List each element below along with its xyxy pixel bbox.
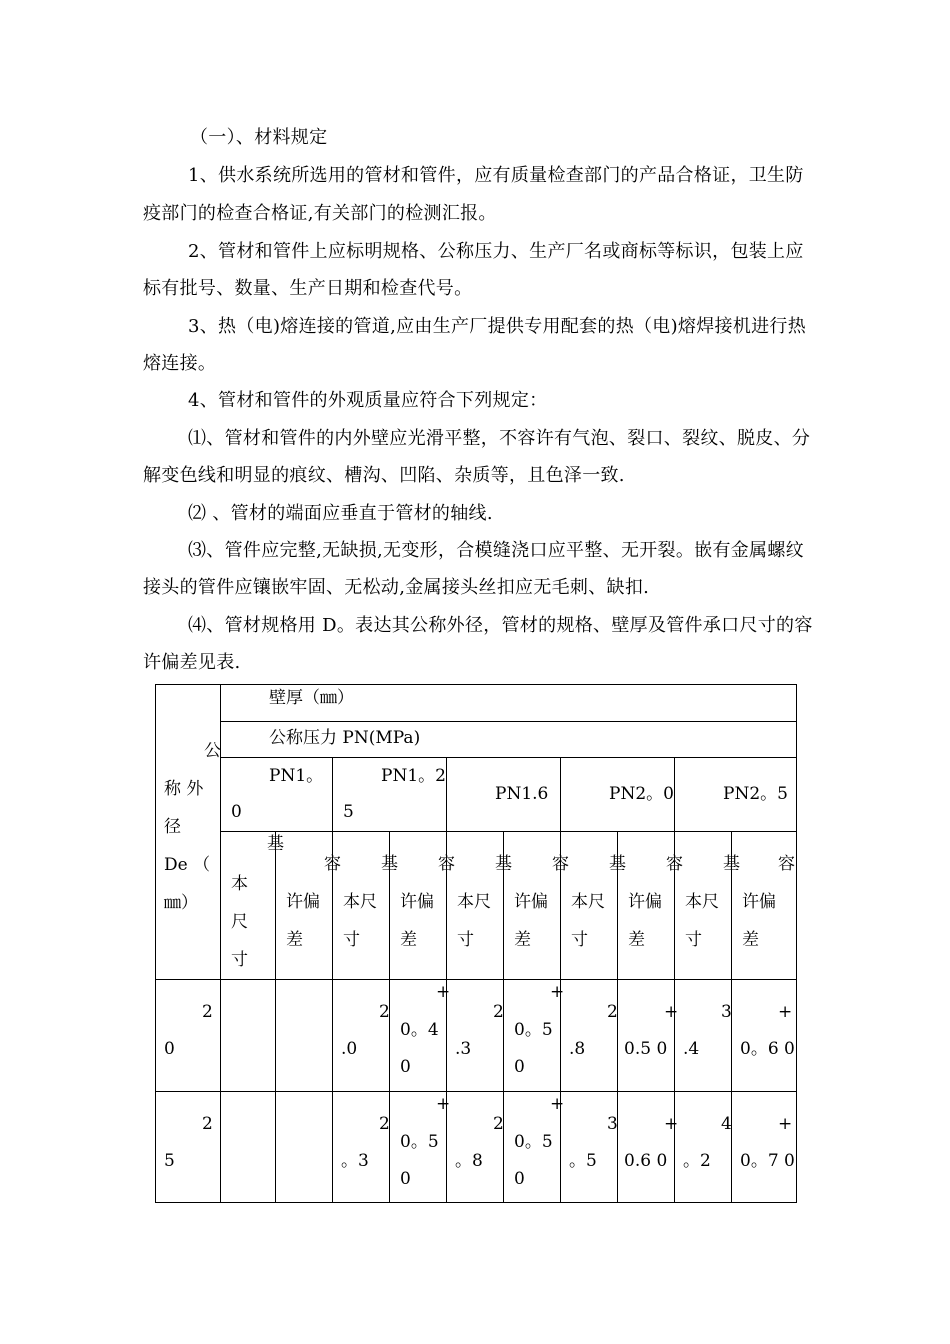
para-3-line-1: 3、热（电)熔连接的管道,应由生产厂提供专用配套的热（电)熔焊接机进行热	[188, 316, 807, 337]
pn-1-0-a: PN1。	[269, 766, 324, 786]
para-4: 4、管材和管件的外观质量应符合下列规定：	[188, 390, 548, 411]
pressure-label: 公称压力 PN(MPa)	[269, 728, 421, 748]
od-value-a: 2	[202, 1002, 213, 1022]
pressure-header	[221, 722, 797, 758]
pn-2-0-a: PN2。0	[609, 784, 674, 804]
tol3-line-1: 许偏	[514, 892, 548, 912]
table-header-row-pn	[156, 758, 797, 832]
tol-cell	[504, 980, 565, 1092]
pn-1-0-header	[221, 758, 333, 832]
para-3-line-2: 熔连接。	[143, 353, 217, 374]
tol-a: +	[436, 982, 451, 1002]
tol-c: 0	[400, 1169, 411, 1189]
header-top-7: 基	[609, 854, 626, 874]
tol-b: 0。4	[400, 1020, 439, 1040]
section-heading: （一）、材料规定	[190, 127, 328, 148]
wall-thickness-header	[221, 685, 797, 722]
para-7-line-2: 接头的管件应镶嵌牢固、无松动,金属接头丝扣应无毛刺、缺扣.	[143, 577, 650, 598]
od-char-1: 公	[204, 741, 221, 761]
pn-1-6-header	[447, 758, 561, 832]
pn-2-5-a: PN2。5	[723, 784, 788, 804]
tol-cell	[390, 980, 451, 1092]
header-top-5: 基	[495, 854, 512, 874]
base-b: 。2	[683, 1151, 711, 1171]
tol-cell	[618, 980, 679, 1092]
tol-a: +	[778, 1114, 793, 1134]
tol-cell	[390, 1092, 451, 1203]
base-b: .4	[683, 1039, 700, 1059]
base-cell	[561, 1092, 618, 1203]
base4-line-2: 寸	[571, 930, 588, 950]
para-6: ⑵ 、管材的端面应垂直于管材的轴线.	[188, 503, 493, 524]
base-a: 2	[607, 1002, 618, 1022]
base-b: 。8	[455, 1151, 483, 1171]
tol-a: +	[664, 1002, 679, 1022]
pn-2-0-header	[561, 758, 675, 832]
tol-b: 0。5	[400, 1132, 439, 1152]
header-top-6: 容	[552, 854, 569, 874]
od-char-4: De （	[164, 855, 211, 875]
tol4-line-1: 许偏	[628, 892, 662, 912]
header-top-9: 基	[723, 854, 740, 874]
tol3-line-2: 差	[514, 930, 531, 950]
base-a: 3	[721, 1002, 732, 1022]
tolerance-header-4	[618, 832, 683, 980]
tol-cell	[732, 1092, 797, 1203]
base-a: 4	[721, 1114, 732, 1134]
base-cell	[561, 980, 618, 1092]
od-char-5: ㎜）	[164, 893, 198, 913]
tol-cell	[732, 980, 797, 1092]
empty-cell	[276, 980, 333, 1092]
tol-b: 0。7 0	[740, 1151, 795, 1171]
tol-b: 0。5	[514, 1132, 553, 1152]
tolerance-header-5	[732, 832, 797, 980]
tol-a: +	[550, 1094, 565, 1114]
od-char-3: 径	[164, 817, 181, 837]
header-top-1: 基	[267, 834, 284, 854]
tolerance-header-2	[390, 832, 455, 980]
pipe-spec-table	[155, 684, 797, 1203]
base-a: 2	[493, 1002, 504, 1022]
pn-1-25-a: PN1。2	[381, 766, 446, 786]
tol-c: 0	[400, 1057, 411, 1077]
base-a: 3	[607, 1114, 618, 1134]
tol2-line-1: 许偏	[400, 892, 434, 912]
empty-cell	[221, 980, 276, 1092]
tol-cell	[618, 1092, 679, 1203]
pn-2-5-header	[675, 758, 797, 832]
tol1-line-2: 差	[286, 930, 303, 950]
tol-b: 0。5	[514, 1020, 553, 1040]
tol5-line-2: 差	[742, 930, 759, 950]
pn-1-6-a: PN1.6	[495, 784, 549, 804]
para-5-line-2: 解变色线和明显的痕纹、槽沟、凹陷、杂质等，且色泽一致.	[143, 465, 625, 486]
tol-c: 0	[514, 1169, 525, 1189]
base-cell	[447, 1092, 504, 1203]
base-cell	[333, 1092, 390, 1203]
tol4-line-2: 差	[628, 930, 645, 950]
tol-cell	[504, 1092, 565, 1203]
od-char-2: 称 外	[164, 779, 204, 799]
od-value-b: 5	[164, 1151, 175, 1171]
tol-a: +	[550, 982, 565, 1002]
empty-cell	[221, 1092, 276, 1203]
tol-b: 0.5 0	[624, 1039, 668, 1059]
base-b: .0	[341, 1039, 358, 1059]
para-5-line-1: ⑴、管材和管件的内外壁应光滑平整，不容许有气泡、裂口、裂纹、脱皮、分	[188, 428, 811, 449]
base1-char-2: 尺	[231, 912, 248, 932]
tol-a: +	[436, 1094, 451, 1114]
tol-b: 0。6 0	[740, 1039, 795, 1059]
para-1-line-1: 1、供水系统所选用的管材和管件，应有质量检查部门的产品合格证，卫生防	[188, 165, 804, 186]
header-top-3: 基	[381, 854, 398, 874]
base1-char-3: 寸	[231, 950, 248, 970]
od-cell	[156, 1092, 221, 1203]
table-header-row-wall	[156, 685, 797, 722]
base-a: 2	[493, 1114, 504, 1134]
base-b: .3	[455, 1039, 472, 1059]
base-b: 。3	[341, 1151, 369, 1171]
base-b: .8	[569, 1039, 586, 1059]
pn-1-25-header	[333, 758, 447, 832]
table-header-row-columns	[156, 832, 797, 980]
table-row	[156, 980, 797, 1092]
base-size-header-1	[221, 832, 284, 980]
para-1-line-2: 疫部门的检查合格证,有关部门的检测汇报。	[143, 203, 497, 224]
tolerance-header-1	[276, 832, 341, 980]
base-a: 2	[379, 1002, 390, 1022]
header-top-2: 容	[324, 854, 341, 874]
base-b: 。5	[569, 1151, 597, 1171]
base5-line-2: 寸	[685, 930, 702, 950]
table-row	[156, 1092, 797, 1203]
para-7-line-1: ⑶、管件应完整,无缺损,无变形，合模缝浇口应平整、无开裂。嵌有金属螺纹	[188, 540, 804, 561]
base1-char-1: 本	[231, 874, 248, 894]
base2-line-1: 本尺	[343, 892, 377, 912]
header-top-10: 容	[778, 854, 795, 874]
header-top-4: 容	[438, 854, 455, 874]
base3-line-2: 寸	[457, 930, 474, 950]
tol-c: 0	[514, 1057, 525, 1077]
base-size-header-3	[447, 832, 512, 980]
tol-a: +	[664, 1114, 679, 1134]
header-top-8: 容	[666, 854, 683, 874]
para-8-line-2: 许偏差见表.	[143, 652, 241, 673]
base-size-header-4	[561, 832, 626, 980]
od-value-a: 2	[202, 1114, 213, 1134]
tol1-line-1: 许偏	[286, 892, 320, 912]
base5-line-1: 本尺	[685, 892, 719, 912]
base-size-header-2	[333, 832, 398, 980]
table-header-row-pressure	[156, 722, 797, 758]
tol-b: 0.6 0	[624, 1151, 668, 1171]
para-2-line-2: 标有批号、数量、生产日期和检查代号。	[143, 278, 473, 299]
base4-line-1: 本尺	[571, 892, 605, 912]
pn-1-0-b: 0	[231, 802, 242, 822]
para-2-line-1: 2、管材和管件上应标明规格、公称压力、生产厂名或商标等标识，包装上应	[188, 241, 804, 262]
tol2-line-2: 差	[400, 930, 417, 950]
base2-line-2: 寸	[343, 930, 360, 950]
wall-thickness-label: 壁厚（㎜）	[269, 688, 354, 708]
base3-line-1: 本尺	[457, 892, 491, 912]
base-cell	[447, 980, 504, 1092]
base-cell	[333, 980, 390, 1092]
outer-diameter-header	[156, 685, 221, 980]
tol-a: +	[778, 1002, 793, 1022]
base-size-header-5	[675, 832, 740, 980]
base-cell	[675, 980, 732, 1092]
tol5-line-1: 许偏	[742, 892, 776, 912]
empty-cell	[276, 1092, 333, 1203]
od-value-b: 0	[164, 1039, 175, 1059]
base-cell	[675, 1092, 732, 1203]
od-cell	[156, 980, 221, 1092]
tolerance-header-3	[504, 832, 569, 980]
base-a: 2	[379, 1114, 390, 1134]
pn-1-25-b: 5	[343, 802, 354, 822]
para-8-line-1: ⑷、管材规格用 D。表达其公称外径，管材的规格、壁厚及管件承口尺寸的容	[188, 615, 813, 636]
